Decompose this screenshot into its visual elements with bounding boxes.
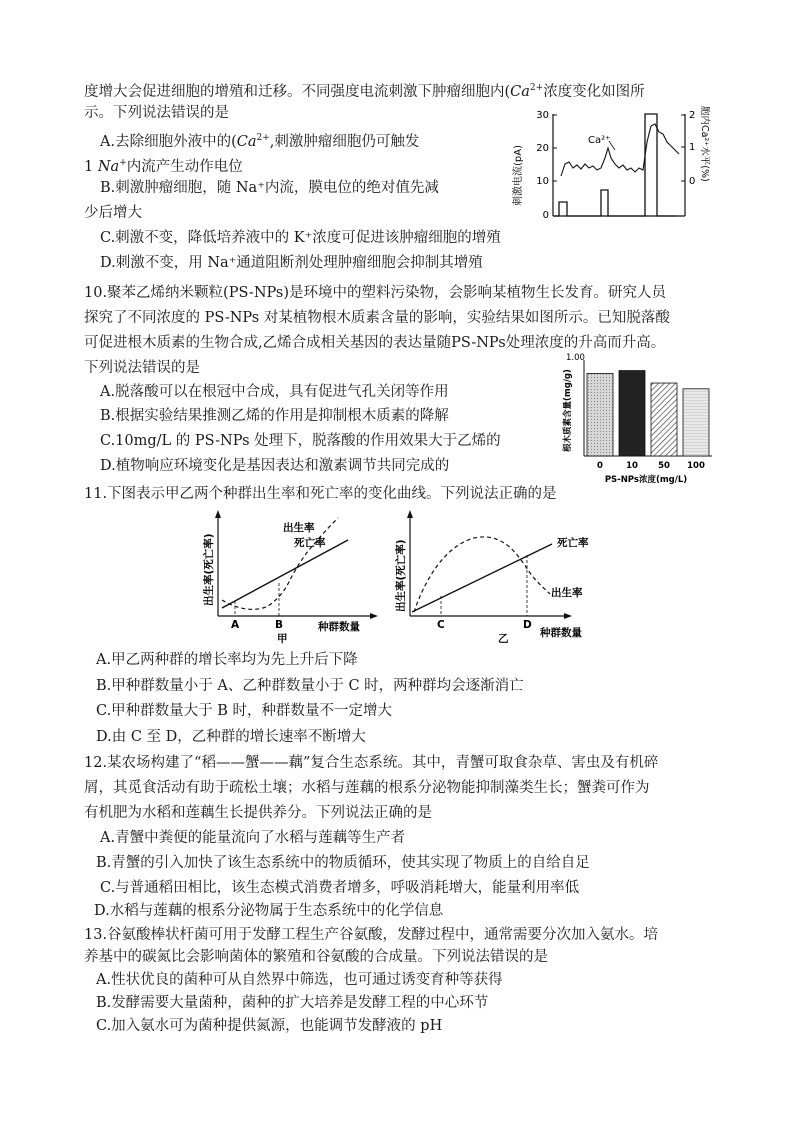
fig9-ylabel-right: 胞内Ca²⁺水平(%) [699,106,710,182]
chart-xlabel: PS-NPs浓度(mg/L) [604,475,688,485]
fig11-jia-xlabel: 种群数量 [318,621,360,633]
q9-option-a-cont-text: 内流产生动作电位 [126,159,243,175]
q10-stem-line3: 可促进根木质素的生物合成,乙烯合成相关基因的表达量随PS-NPs处理浓度的升高而升高。 [84,335,666,351]
q13-stem-line2: 养基中的碳氮比会影响菌体的繁殖和谷氨酸的合成量。下列说法错误的是 [84,949,548,965]
fig11-yi-birth-label: 出生率 [551,587,583,599]
chart-bar-10 [619,371,645,456]
q10-option-b: B.根据实验结果推测乙烯的作用是抑制根木质素的降解 [100,408,449,424]
fig11-jia-point-b: B [275,619,284,631]
q12-stem-line2: 屑，其觅食活动有助于疏松土壤；水稻与莲藕的根系分泌物能抑制藻类生长；蟹粪可作为 [84,780,650,796]
q11-option-a: A.甲乙两种群的增长率均为先上升后下降 [96,652,358,668]
fig9-right-tick: 1 [689,142,696,153]
fig11-yi-point-c: C [437,619,445,631]
q9-option-a-text: A.去除细胞外液中的( [100,134,237,150]
fig11-jia-birth-curve [222,518,338,609]
q13-option-a: A.性状优良的菌种可从自然界中筛选，也可通过诱变育种等获得 [96,972,503,988]
q9-intro-line2: 示。下列说法错误的是 [84,105,229,121]
fig11-jia-death-label: 死亡率 [294,537,326,549]
q11-stem: 11.下图表示甲乙两个种群出生率和死亡率的变化曲线。下列说法正确的是 [84,486,557,502]
fig11-yi-death-line [412,544,552,612]
q13-stem-line1: 13.谷氨酸棒状杆菌可用于发酵工程生产谷氨酸，发酵过程中，通常需要分次加入氨水。培 [84,927,659,943]
ca-symbol: Ca [236,134,257,150]
lignin-bar-chart [548,352,723,487]
fig9-left-tick: 10 [536,176,549,187]
fig9-left-tick: 0 [542,210,549,221]
q12-stem-line1: 12.某农场构建了“稻——蟹——藕”复合生态系统。其中，青蟹可取食杂草、害虫及有机碎 [84,755,659,771]
fig11-yi-point-d: D [523,619,532,631]
na-charge: + [119,158,127,168]
fig9-right-tick: 2 [689,110,696,121]
q9-intro-text-end: 浓度变化如图所 [543,84,645,100]
q9-stray-digit: 1 [84,159,94,175]
fig9-ca-label: Ca²⁺ [588,135,611,146]
fig11-jia-death-line [222,540,348,608]
q9-option-b: B.刺激肿瘤细胞，随 Na⁺内流，膜电位的绝对值先减 [100,180,439,196]
chart-xtick: 10 [626,461,638,471]
fig9-right-tick: 0 [689,176,696,187]
fig11-jia-ylabel: 出生率(死亡率) [203,533,215,606]
figure-jia-birth-death [198,508,388,646]
fig9-left-tick: 30 [536,110,549,121]
q10-option-a: A.脱落酸可以在根冠中合成，具有促进气孔关闭等作用 [100,384,449,400]
q12-option-b: B.青蟹的引入加快了该生态系统中的物质循环，使其实现了物质上的自给自足 [96,855,590,871]
fig11-yi-xlabel: 种群数量 [540,627,582,639]
q9-option-a-cont [84,153,243,177]
fig11-jia-name: 甲 [277,633,288,645]
ca-charge: 2+ [256,133,270,143]
fig11-jia-birth-label: 出生率 [283,522,315,534]
q11-option-c: C.甲种群数量大于 B 时，种群数量不一定增大 [96,703,393,719]
q10-option-c: C.10mg/L 的 PS-NPs 处理下，脱落酸的作用效果大于乙烯的 [100,433,501,449]
q12-option-d: D.水稻与莲藕的根系分泌物属于生态系统中的化学信息 [94,903,444,919]
na-symbol: Na [97,159,120,175]
q10-stem-line1: 10.聚苯乙烯纳米颗粒(PS-NPs)是环境中的塑料污染物，会影响某植物生长发育。研究人员 [84,285,666,301]
fig9-ca-trace [561,124,679,176]
q9-option-c: C.刺激不变，降低培养液中的 K⁺浓度可促进该肿瘤细胞的增殖 [100,230,501,246]
chart-bar-0 [587,373,613,456]
fig11-yi-death-label: 死亡率 [557,537,589,549]
q9-option-d: D.刺激不变，用 Na⁺通道阻断剂处理肿瘤细胞会抑制其增殖 [100,255,483,271]
chart-ylabel: 根木质素含量(mg/g) [563,369,573,452]
q12-option-c: C.与普通稻田相比，该生态模式消费者增多，呼吸消耗增大，能量利用率低 [100,880,580,896]
q11-option-b: B.甲种群数量小于 A、乙种群数量小于 C 时，两种群均会逐渐消亡 [96,678,524,694]
fig11-jia-point-a: A [231,619,240,631]
fig11-yi-ylabel: 出生率(死亡率) [395,539,407,612]
chart-xtick: 0 [597,461,603,471]
q13-option-c: C.加入氨水可为菌种提供氮源，也能调节发酵液的 pH [96,1018,443,1034]
fig9-left-tick: 20 [536,143,549,154]
q13-option-b: B.发酵需要大量菌种，菌种的扩大培养是发酵工程的中心环节 [96,995,489,1011]
chart-xtick: 50 [658,461,670,471]
figure-yi-birth-death [392,508,602,646]
q10-stem-line4: 下列说法错误的是 [84,360,200,376]
chart-ytop-label: 1.00 [566,353,585,363]
q9-option-a-text-end: ,刺激肿瘤细胞仍可触发 [269,134,420,150]
q9-option-b-cont: 少后增大 [84,205,142,221]
ca-symbol: Ca [510,84,530,100]
chart-bar-100 [683,389,709,456]
chart-xtick: 100 [687,461,705,471]
figure-ca-stimulation [505,98,720,230]
q12-stem-line3: 有机肥为水稻和莲藕生长提供养分。下列说法正确的是 [84,805,432,821]
q10-option-d: D.植物响应环境变化是基因表达和激素调节共同完成的 [100,458,450,474]
fig11-yi-name: 乙 [498,633,509,645]
q11-option-d: D.由 C 至 D，乙种群的增长速率不断增大 [96,729,366,745]
q12-option-a: A.青蟹中粪便的能量流向了水稻与莲藕等生产者 [100,830,406,846]
ca-charge: 2+ [529,83,544,93]
q9-option-a [100,128,419,152]
chart-bar-50 [651,383,677,456]
fig9-ylabel-left: 刺激电流(pA) [513,145,524,206]
q10-stem-line2: 探究了不同浓度的 PS-NPs 对某植物根木质素含量的影响，实验结果如图所示。已知脱落酸 [84,310,670,326]
q9-intro-text: 度增大会促进细胞的增殖和迁移。不同强度电流刺激下肿瘤细胞内( [84,84,511,100]
